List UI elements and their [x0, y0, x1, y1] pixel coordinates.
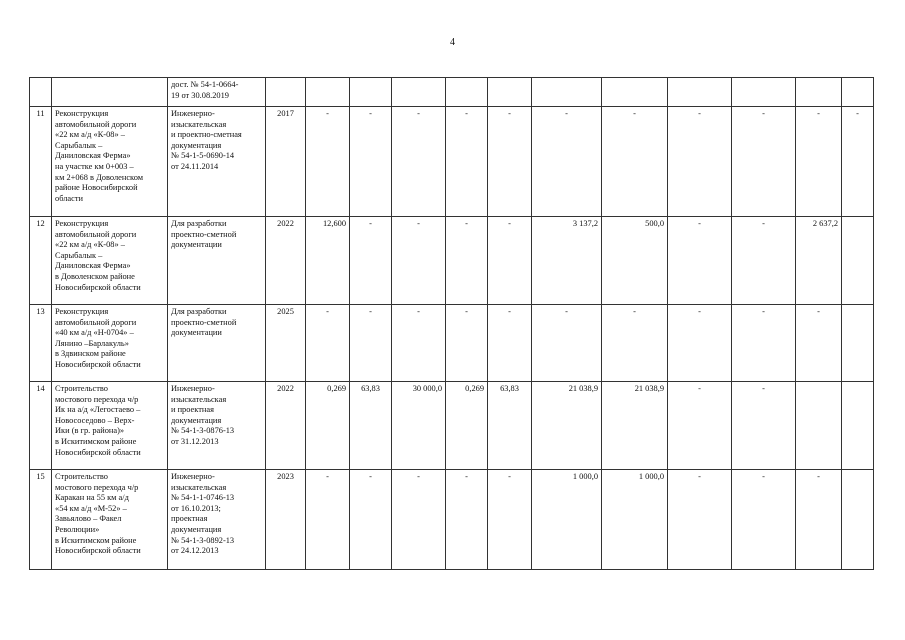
- value-cell: -: [488, 470, 532, 570]
- value-cell: 500,0: [602, 217, 668, 305]
- value-cell: 1 000,0: [602, 470, 668, 570]
- value-cell: -: [446, 470, 488, 570]
- value-cell: -: [732, 217, 796, 305]
- table-row: [30, 382, 874, 470]
- year-cell: 2025: [266, 305, 306, 382]
- value-cell: -: [306, 107, 350, 217]
- value-cell: -: [732, 107, 796, 217]
- table-row: [30, 217, 874, 305]
- row-number: 13: [30, 305, 52, 382]
- document-basis: Для разработки проектно-сметной документации: [168, 217, 266, 305]
- value-cell: 30 000,0: [392, 382, 446, 470]
- value-cell: -: [488, 305, 532, 382]
- value-cell: -: [350, 305, 392, 382]
- value-cell: -: [796, 107, 842, 217]
- row-number: 14: [30, 382, 52, 470]
- row-number: 11: [30, 107, 52, 217]
- row-number: [30, 78, 52, 107]
- value-cell: [446, 78, 488, 107]
- year-cell: 2023: [266, 470, 306, 570]
- object-name: Реконструкция автомобильной дороги «40 км а/д «Н-0704» – Лянино –Барлакуль» в Здвинском районе Новосибирской области: [52, 305, 168, 382]
- value-cell: 63,83: [350, 382, 392, 470]
- value-cell: [392, 78, 446, 107]
- value-cell: -: [532, 107, 602, 217]
- value-cell: -: [796, 305, 842, 382]
- value-cell: -: [350, 470, 392, 570]
- value-cell: 2 637,2: [796, 217, 842, 305]
- value-cell: [842, 470, 874, 570]
- value-cell: -: [668, 217, 732, 305]
- document-basis: Инженерно- изыскательская № 54-1-1-0746-13 от 16.10.2013; проектная документация № 54-1-3-0892-13 от 24.12.2013: [168, 470, 266, 570]
- document-basis: дост. № 54-1-0664- 19 от 30.08.2019: [168, 78, 266, 107]
- year-cell: 2022: [266, 382, 306, 470]
- value-cell: -: [668, 107, 732, 217]
- value-cell: [602, 78, 668, 107]
- value-cell: -: [488, 107, 532, 217]
- value-cell: [732, 78, 796, 107]
- value-cell: -: [350, 217, 392, 305]
- value-cell: 21 038,9: [532, 382, 602, 470]
- year-cell: 2017: [266, 107, 306, 217]
- value-cell: [842, 305, 874, 382]
- value-cell: [842, 78, 874, 107]
- value-cell: -: [732, 470, 796, 570]
- document-basis: Инженерно- изыскательская и проектная документация № 54-1-3-0876-13 от 31.12.2013: [168, 382, 266, 470]
- object-name: Реконструкция автомобильной дороги «22 км а/д «К-08» – Сарыбалык – Даниловская Ферма» в Доволенском районе Новосибирской области: [52, 217, 168, 305]
- value-cell: [668, 78, 732, 107]
- table-row: [30, 107, 874, 217]
- year-cell: [266, 78, 306, 107]
- value-cell: -: [602, 107, 668, 217]
- document-basis: Инженерно- изыскательская и проектно-сметная документация № 54-1-5-0690-14 от 24.11.2014: [168, 107, 266, 217]
- object-name: Строительство мостового перехода ч/р Ик на а/д «Легостаево – Новососедово – Верх- Ики (в гр. района)» в Искитимском районе Новосибирской области: [52, 382, 168, 470]
- value-cell: -: [446, 305, 488, 382]
- value-cell: 0,269: [446, 382, 488, 470]
- value-cell: [842, 382, 874, 470]
- value-cell: [842, 217, 874, 305]
- value-cell: -: [446, 217, 488, 305]
- value-cell: -: [488, 217, 532, 305]
- object-name: Реконструкция автомобильной дороги «22 км а/д «К-08» – Сарыбалык – Даниловская Ферма» на участке км 0+003 – км 2+068 в Доволенском районе Новосибирской области: [52, 107, 168, 217]
- value-cell: -: [796, 470, 842, 570]
- value-cell: -: [392, 305, 446, 382]
- table-row: [30, 305, 874, 382]
- value-cell: [532, 78, 602, 107]
- value-cell: -: [668, 382, 732, 470]
- value-cell: [488, 78, 532, 107]
- row-number: 15: [30, 470, 52, 570]
- row-number: 12: [30, 217, 52, 305]
- value-cell: -: [732, 382, 796, 470]
- value-cell: [306, 78, 350, 107]
- value-cell: -: [842, 107, 874, 217]
- object-name: Строительство мостового перехода ч/р Каракан на 55 км а/д «54 км а/д «М-52» – Завьялово – Факел Революции» в Искитимском районе Новосибирской области: [52, 470, 168, 570]
- value-cell: -: [306, 305, 350, 382]
- value-cell: [796, 382, 842, 470]
- object-name: [52, 78, 168, 107]
- value-cell: -: [602, 305, 668, 382]
- value-cell: 12,600: [306, 217, 350, 305]
- table-row: [30, 470, 874, 570]
- year-cell: 2022: [266, 217, 306, 305]
- value-cell: 3 137,2: [532, 217, 602, 305]
- value-cell: 0,269: [306, 382, 350, 470]
- value-cell: 63,83: [488, 382, 532, 470]
- value-cell: -: [732, 305, 796, 382]
- document-basis: Для разработки проектно-сметной документации: [168, 305, 266, 382]
- document-table: [29, 77, 874, 570]
- value-cell: 1 000,0: [532, 470, 602, 570]
- value-cell: [796, 78, 842, 107]
- value-cell: -: [392, 470, 446, 570]
- table-row: [30, 78, 874, 107]
- value-cell: 21 038,9: [602, 382, 668, 470]
- value-cell: [350, 78, 392, 107]
- value-cell: -: [532, 305, 602, 382]
- value-cell: -: [668, 470, 732, 570]
- value-cell: -: [392, 217, 446, 305]
- value-cell: -: [668, 305, 732, 382]
- value-cell: -: [306, 470, 350, 570]
- page-number: 4: [450, 37, 455, 48]
- value-cell: -: [350, 107, 392, 217]
- value-cell: -: [446, 107, 488, 217]
- value-cell: -: [392, 107, 446, 217]
